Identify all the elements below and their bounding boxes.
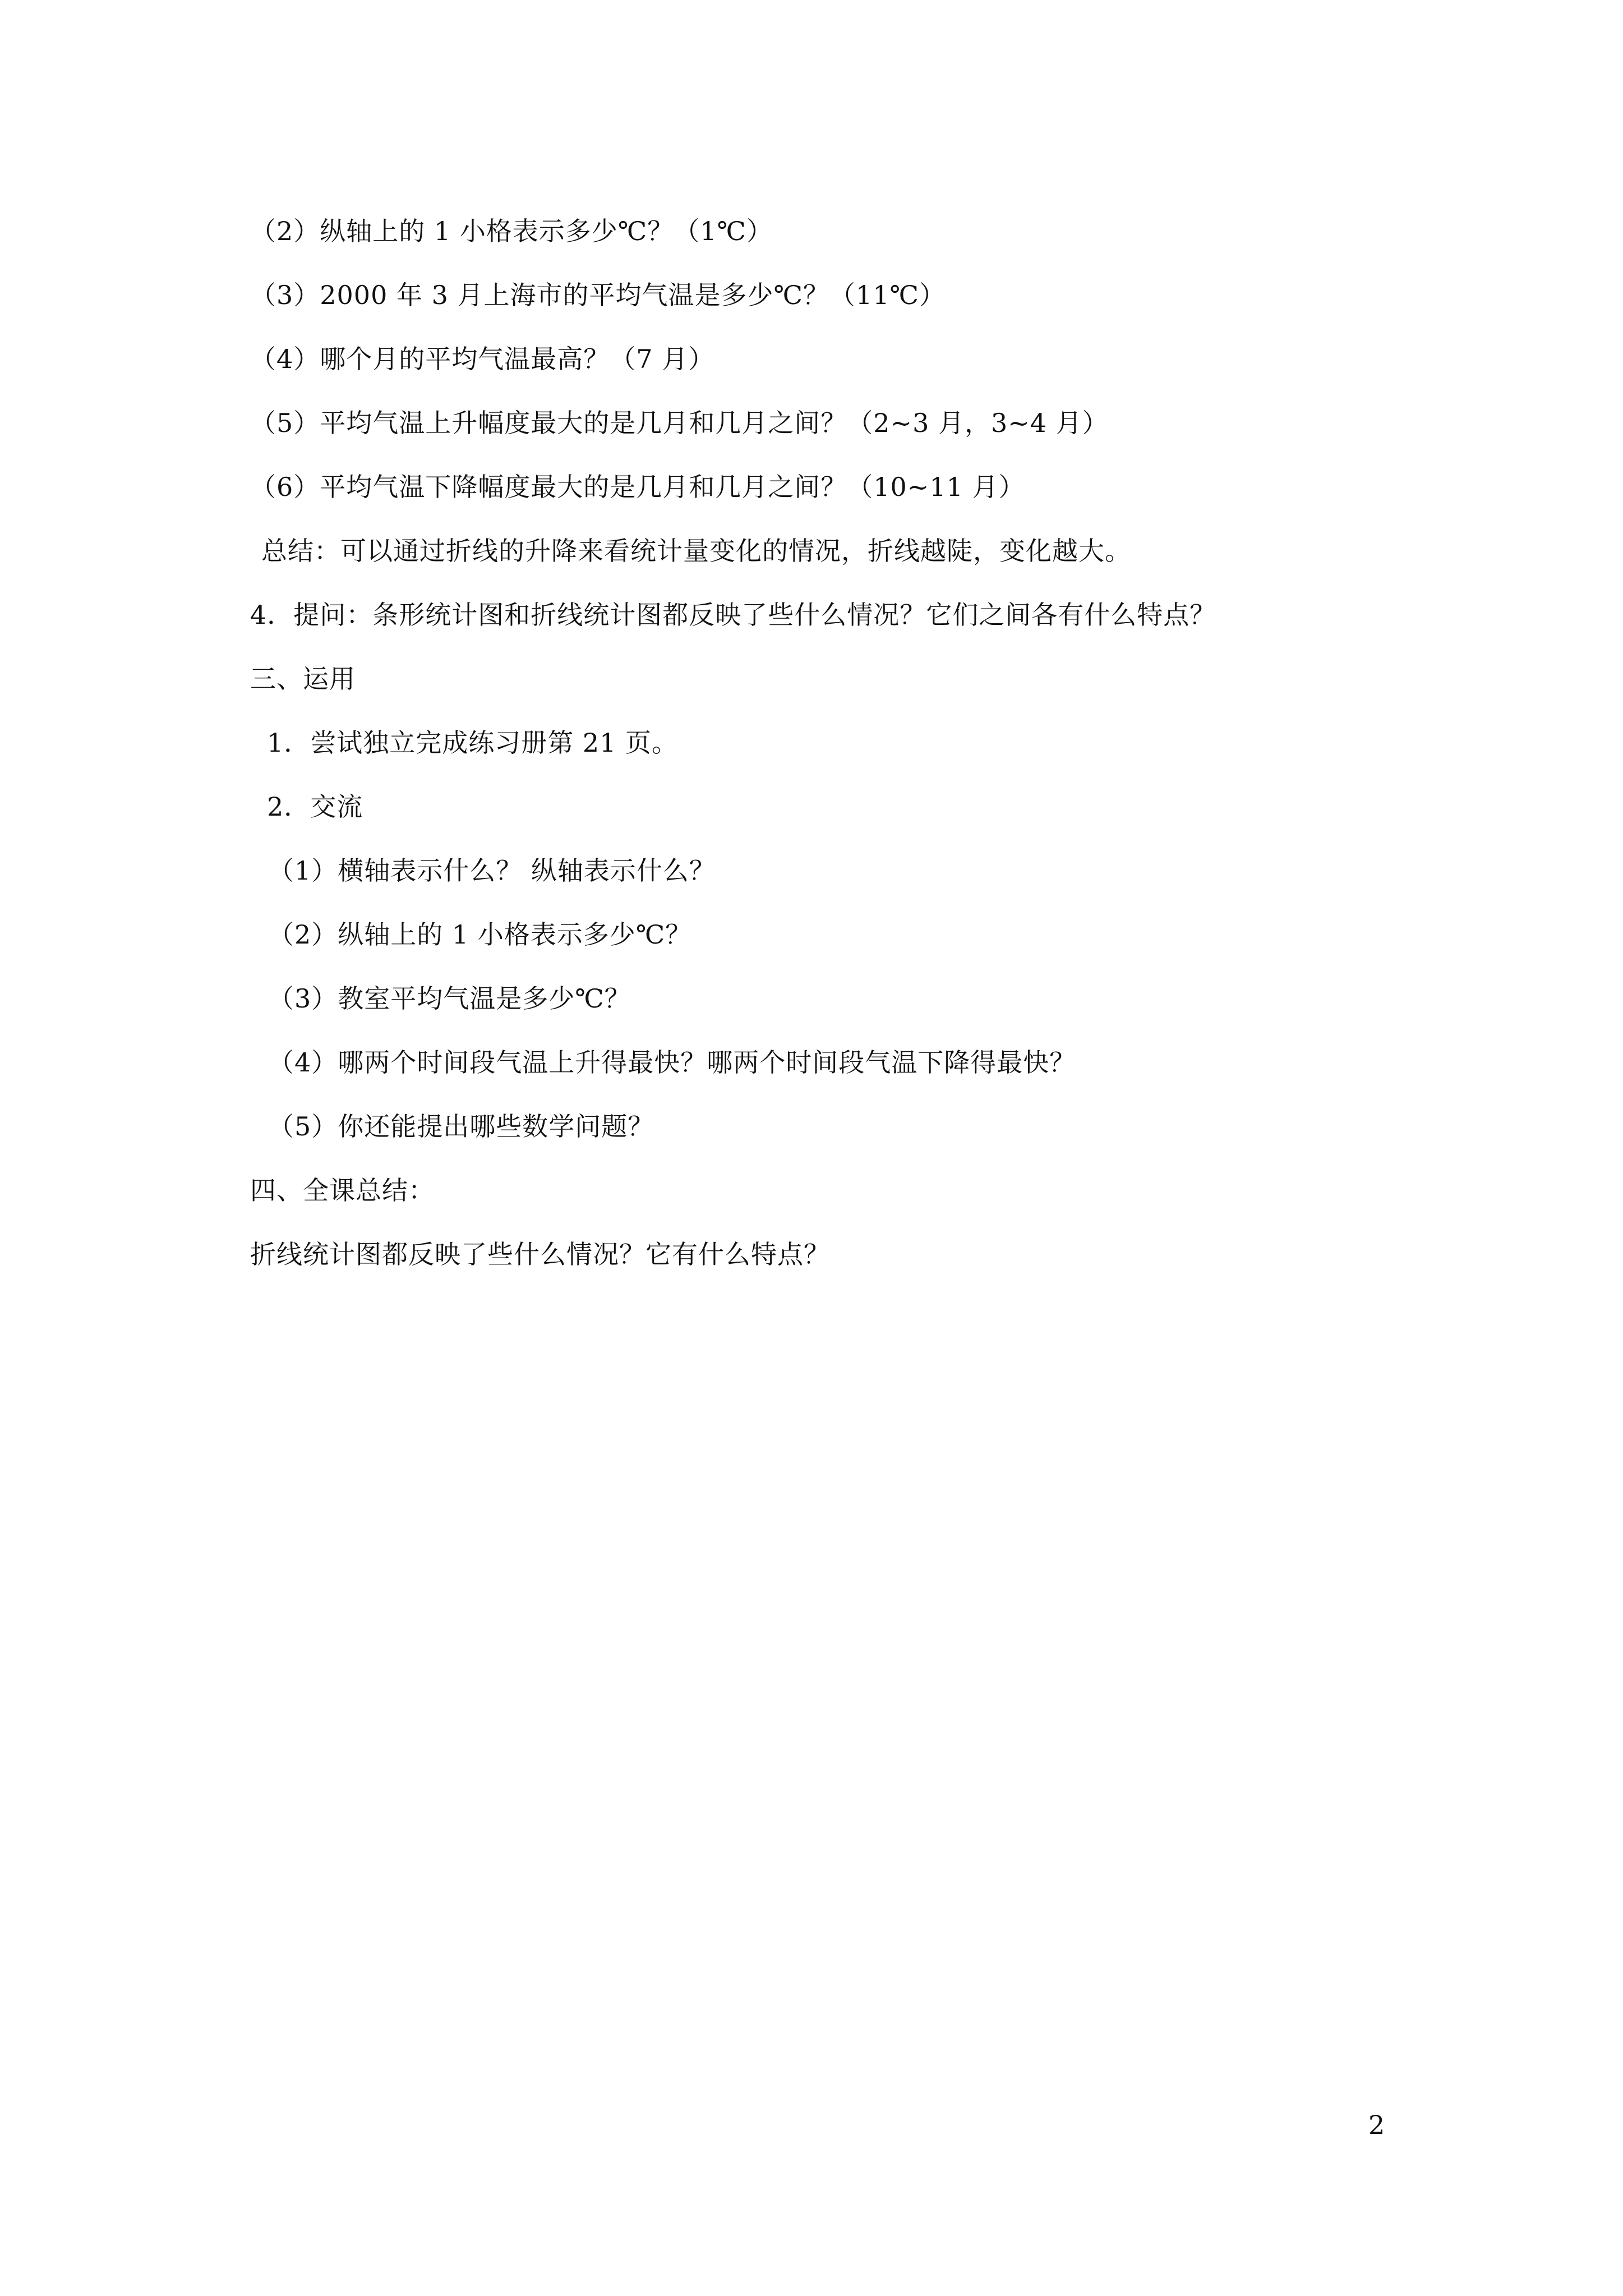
text-line: （5）你还能提出哪些数学问题？ (268, 1111, 654, 1142)
text-line: 2．交流 (267, 792, 363, 822)
text-line: （6）平均气温下降幅度最大的是几月和几月之间？（10~11 月） (250, 472, 1025, 502)
page-number: 2 (1368, 2110, 1385, 2140)
text-line: 1．尝试独立完成练习册第 21 页。 (267, 728, 679, 758)
section-heading: 四、全课总结： (250, 1175, 435, 1205)
text-line: （3）2000 年 3 月上海市的平均气温是多少℃？（11℃） (250, 280, 946, 310)
text-line: （5）平均气温上升幅度最大的是几月和几月之间？（2~3 月，3~4 月） (250, 408, 1109, 438)
text-line: 4．提问：条形统计图和折线统计图都反映了些什么情况？它们之间各有什么特点？ (250, 600, 1216, 630)
text-line: 总结：可以通过折线的升降来看统计量变化的情况，折线越陡，变化越大。 (261, 536, 1131, 566)
text-line: （4）哪两个时间段气温上升得最快？哪两个时间段气温下降得最快？ (268, 1047, 1076, 1078)
text-line: （3）教室平均气温是多少℃？ (268, 983, 631, 1014)
text-line: （2）纵轴上的 1 小格表示多少℃？ (268, 919, 692, 950)
text-line: 折线统计图都反映了些什么情况？它有什么特点？ (250, 1239, 830, 1269)
text-line: （2）纵轴上的 1 小格表示多少℃？（1℃） (250, 216, 773, 246)
section-heading: 三、运用 (250, 664, 356, 694)
text-line: （4）哪个月的平均气温最高？（7 月） (250, 344, 715, 374)
text-line: （1）横轴表示什么？ 纵轴表示什么？ (268, 855, 716, 886)
